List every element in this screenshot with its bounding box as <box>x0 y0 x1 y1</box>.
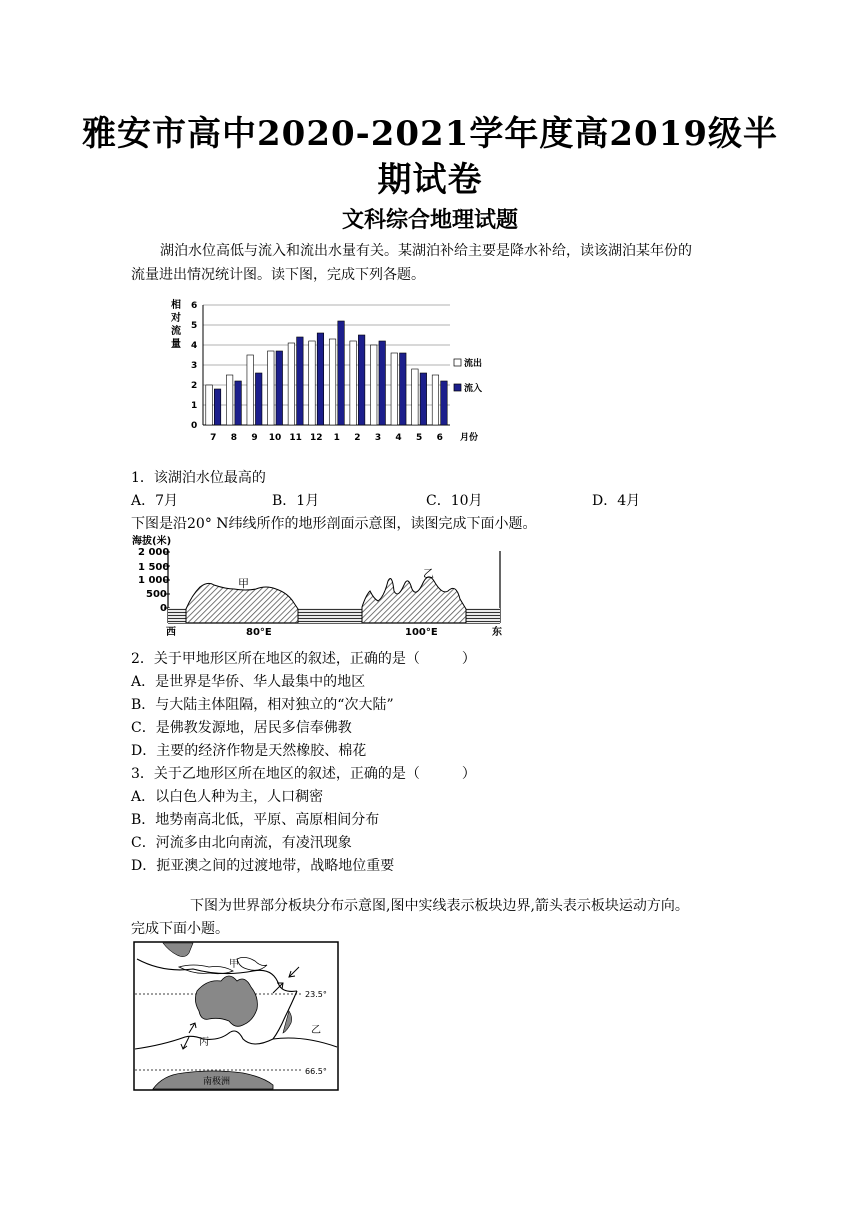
q2-option-c: C．是佛教发源地，居民多信奉佛教 <box>131 720 352 736</box>
intro3-line2: 完成下面小题。 <box>131 921 229 937</box>
profile-west: 西 <box>166 627 176 638</box>
q1-stem: 1．该湖泊水位最高的 <box>131 470 266 486</box>
x-tick-label: 10 <box>268 433 282 443</box>
bar-outflow <box>206 385 213 425</box>
profile-lon-80: 80°E <box>246 627 272 638</box>
intro1-line1: 湖泊水位高低与流入和流出水量有关。某湖泊补给主要是降水补给，读该湖泊某年份的 <box>160 243 692 259</box>
bar-inflow <box>379 341 386 425</box>
profile-ytick-0: 0 <box>160 603 167 614</box>
q3-option-d: D．扼亚澳之间的过渡地带，战略地位重要 <box>131 858 395 874</box>
bar-outflow <box>288 343 295 425</box>
profile-east: 东 <box>492 627 502 638</box>
bar-inflow <box>420 373 427 425</box>
bar-inflow <box>235 381 242 425</box>
bar-outflow <box>247 355 254 425</box>
intro2: 下图是沿20° N纬线所作的地形剖面示意图，读图完成下面小题。 <box>131 516 537 532</box>
bar-outflow <box>268 351 275 425</box>
bar-inflow <box>297 337 304 425</box>
bar-outflow <box>391 353 398 425</box>
profile-ytick-1500: 1 500 <box>138 562 170 573</box>
y-tick-label: 2 <box>191 381 198 391</box>
x-tick-label: 6 <box>436 433 443 443</box>
plate-antarctica-label: 南极洲 <box>203 1077 231 1087</box>
intro1-line2: 流量进出情况统计图。读下图，完成下列各题。 <box>131 267 425 283</box>
chart-ylabel-2: 对 <box>171 313 181 324</box>
bar-outflow <box>226 375 233 425</box>
bar-outflow <box>370 345 377 425</box>
y-tick-label: 1 <box>191 401 198 411</box>
bar-inflow <box>358 335 365 425</box>
chart-ylabel-4: 量 <box>171 339 181 350</box>
chart-xlabel: 月份 <box>460 433 479 443</box>
page-subtitle: 文科综合地理试题 <box>341 207 518 233</box>
plate-label-bing: 丙 <box>199 1037 209 1048</box>
x-tick-label: 1 <box>333 433 340 443</box>
x-tick-label: 12 <box>309 433 323 443</box>
profile-ytick-500: 500 <box>146 589 167 600</box>
q1-option-a: A．7月 <box>131 493 179 509</box>
q3-option-a: A．以白色人种为主，人口稠密 <box>131 789 324 805</box>
flow-bar-chart <box>165 295 495 455</box>
bar-outflow <box>412 369 419 425</box>
x-tick-label: 7 <box>210 433 217 443</box>
q2-option-d: D．主要的经济作物是天然橡胶、棉花 <box>131 743 367 759</box>
x-tick-label: 5 <box>415 433 423 443</box>
q2-option-a: A．是世界是华侨、华人最集中的地区 <box>131 674 366 690</box>
profile-ytick-2000: 2 000 <box>138 547 170 558</box>
q2-stem: 2．关于甲地形区所在地区的叙述，正确的是（ ） <box>131 651 476 667</box>
plate-label-jia: 甲 <box>229 959 239 970</box>
y-tick-label: 6 <box>191 301 198 311</box>
y-tick-label: 0 <box>191 421 198 431</box>
profile-ylabel: 海拔(米) <box>132 536 172 547</box>
x-tick-label: 2 <box>354 433 361 443</box>
bar-outflow <box>309 341 316 425</box>
bar-inflow <box>441 381 448 425</box>
bar-outflow <box>432 375 439 425</box>
bar-inflow <box>317 333 324 425</box>
bar-inflow <box>276 351 283 425</box>
q3-option-b: B．地势南高北低，平原、高原相间分布 <box>131 812 380 828</box>
profile-label-jia: 甲 <box>238 577 249 590</box>
plate-lat-23-5: 23.5° <box>305 990 327 999</box>
chart-ylabel-3: 流 <box>171 326 181 337</box>
terrain-profile-chart <box>130 533 510 639</box>
q2-option-b: B．与大陆主体阻隔，相对独立的“次大陆” <box>131 697 394 713</box>
landform-yi <box>362 577 466 623</box>
profile-label-yi: 乙 <box>423 567 434 580</box>
x-tick-label: 9 <box>251 433 258 443</box>
q1-option-b: B．1月 <box>272 493 320 509</box>
bar-inflow <box>338 321 345 425</box>
q1-option-c: C．10月 <box>426 493 483 509</box>
y-tick-label: 4 <box>191 341 198 351</box>
page-title-line1: 雅安市高中2020-2021学年度高2019级半 <box>82 114 778 154</box>
profile-lon-100: 100°E <box>405 627 438 638</box>
plate-lat-66-5: 66.5° <box>305 1067 327 1076</box>
plate-label-yi: 乙 <box>311 1025 321 1036</box>
x-tick-label: 8 <box>230 433 238 443</box>
bar-outflow <box>329 339 336 425</box>
legend-label: 流出 <box>464 359 483 369</box>
bar-inflow <box>255 373 262 425</box>
page-title-line2: 期试卷 <box>377 160 483 200</box>
legend-swatch <box>454 359 461 366</box>
bar-inflow <box>400 353 407 425</box>
q3-option-c: C．河流多由北向南流，有凌汛现象 <box>131 835 352 851</box>
sea-west <box>168 608 186 623</box>
x-tick-label: 3 <box>374 433 382 443</box>
bar-inflow <box>214 389 221 425</box>
sea-middle <box>298 608 362 623</box>
y-tick-label: 3 <box>191 361 198 371</box>
x-tick-label: 11 <box>289 433 302 443</box>
q3-stem: 3．关于乙地形区所在地区的叙述，正确的是（ ） <box>131 766 476 782</box>
x-tick-label: 4 <box>395 433 402 443</box>
q1-option-d: D．4月 <box>592 493 641 509</box>
legend-swatch <box>454 384 461 391</box>
y-tick-label: 5 <box>191 321 198 331</box>
plate-map <box>133 941 339 1091</box>
profile-ytick-1000: 1 000 <box>138 575 170 586</box>
intro3-line1: 下图为世界部分板块分布示意图,图中实线表示板块边界,箭头表示板块运动方向。 <box>190 898 689 914</box>
sea-east <box>466 608 500 623</box>
bar-outflow <box>350 341 357 425</box>
chart-ylabel-1: 相 <box>171 300 181 311</box>
legend-label: 流入 <box>464 384 483 394</box>
